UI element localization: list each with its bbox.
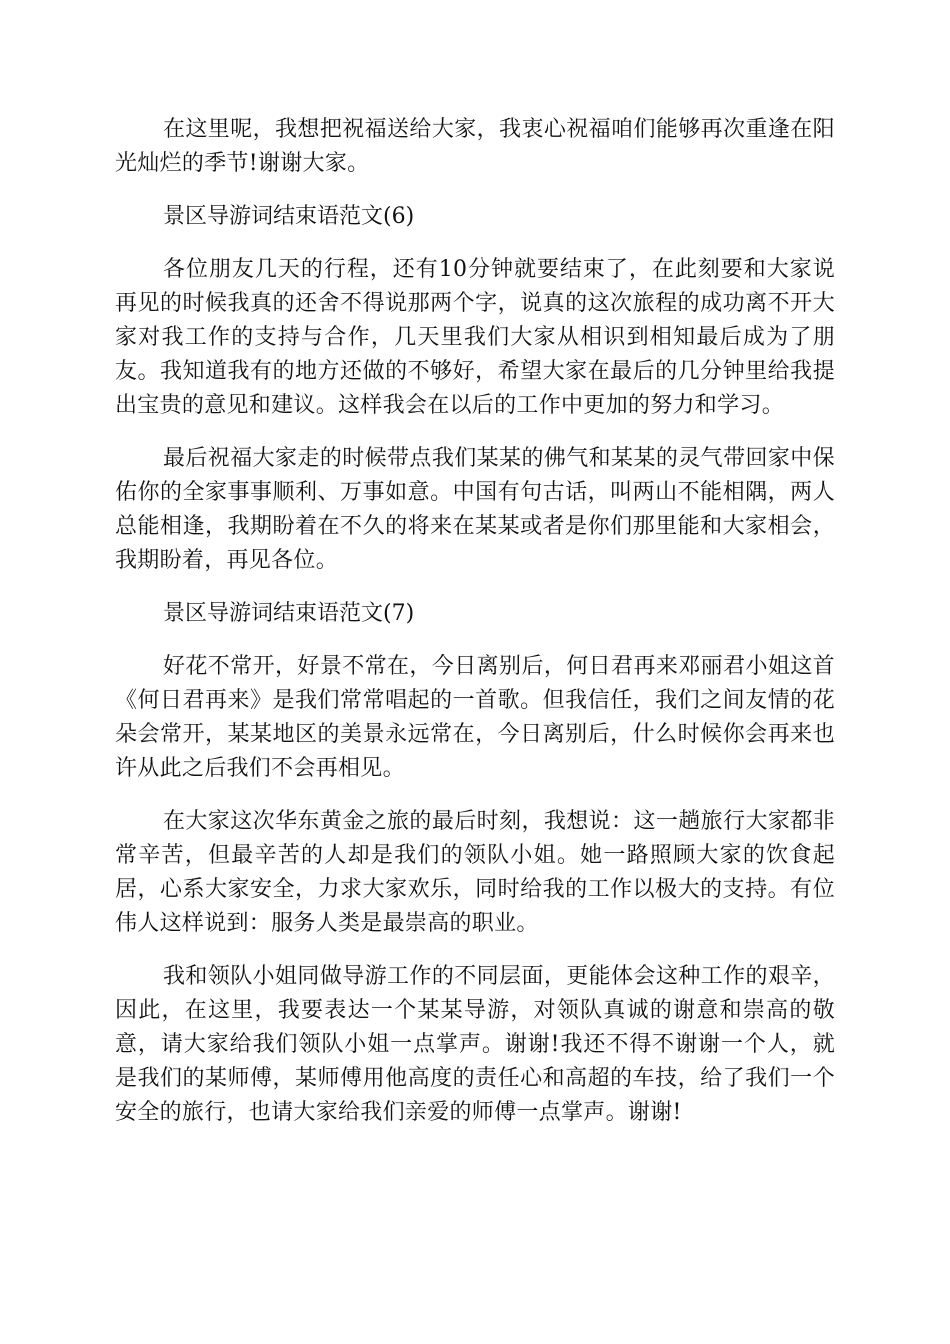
paragraph-farewell-friends: 各位朋友几天的行程，还有10分钟就要结束了，在此刻要和大家说再见的时候我真的还舍不得说那两个字，说真的这次旅程的成功离不开大家对我工作的支持与合作，几天里我们大家从相识到相知最后成为了朋友。我知道我有的地方还做的不够好，希望大家在最后的几分钟里给我提出宝贵的意见和建议。这样我会在以后的工作中更加的努力和学习。 xyxy=(115,257,835,418)
section-heading-7: 景区导游词结束语范文(7) xyxy=(163,601,415,626)
document-page xyxy=(115,113,835,1149)
paragraph-tour-leader-thanks: 在大家这次华东黄金之旅的最后时刻，我想说：这一趟旅行大家都非常辛苦，但最辛苦的人却是我们的领队小姐。她一路照顾大家的饮食起居，心系大家安全，力求大家欢乐，同时给我的工作以极大的支持。有位伟人这样说到：服务人类是最崇高的职业。 xyxy=(115,809,835,936)
paragraph-driver-thanks: 我和领队小姐同做导游工作的不同层面，更能体会这种工作的艰辛，因此，在这里，我要表达一个某某导游，对领队真诚的谢意和崇高的敬意，请大家给我们领队小姐一点掌声。谢谢!我还不得不谢谢一个人，就是我们的某师傅，某师傅用他高度的责任心和高超的车技，给了我们一个安全的旅行，也请大家给我们亲爱的师傅一点掌声。谢谢! xyxy=(115,964,835,1125)
paragraph-closing-blessing: 在这里呢，我想把祝福送给大家，我衷心祝福咱们能够再次重逢在阳光灿烂的季节!谢谢大家。 xyxy=(115,117,835,176)
paragraph-final-wishes: 最后祝福大家走的时候带点我们某某的佛气和某某的灵气带回家中保佑你的全家事事顺利、万事如意。中国有句古话，叫两山不能相隅，两人总能相逢，我期盼着在不久的将来在某某或者是你们那里能和大家相会，我期盼着，再见各位。 xyxy=(115,446,835,573)
paragraph-song-farewell: 好花不常开，好景不常在，今日离别后，何日君再来邓丽君小姐这首《何日君再来》是我们常常唱起的一首歌。但我信任，我们之间友情的花朵会常开，某某地区的美景永远常在，今日离别后，什么时候你会再来也许从此之后我们不会再相见。 xyxy=(115,654,835,781)
section-heading-6: 景区导游词结束语范文(6) xyxy=(163,204,415,229)
